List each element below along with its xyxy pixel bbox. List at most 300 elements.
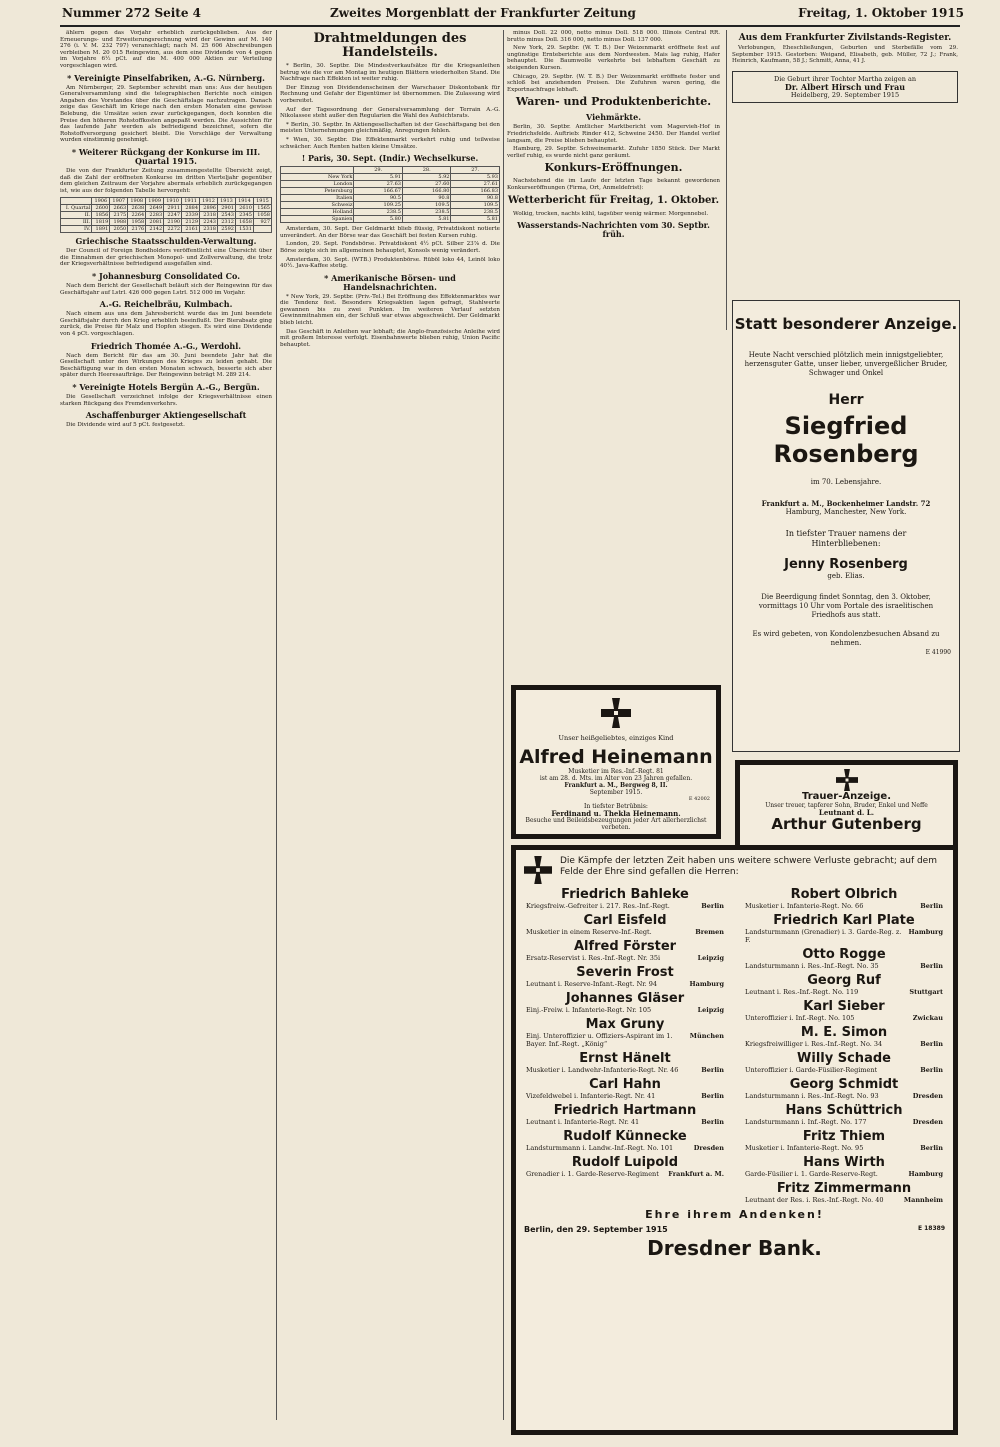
fallen-entry xyxy=(739,999,949,1022)
table-row xyxy=(61,205,272,212)
table-cell: Schweiz xyxy=(281,202,354,209)
table-cell: 2081 xyxy=(146,219,164,226)
notice-place: Frankfurt a. M., Bergweg 8, II. xyxy=(564,782,668,789)
fallen-entry xyxy=(739,947,949,970)
fallen-name: Robert Olbrich xyxy=(790,887,898,902)
section-title: Konkurs-Eröffnungen. xyxy=(544,161,683,175)
fallen-unit-row xyxy=(520,1006,730,1014)
table-cell: 2243 xyxy=(200,219,218,226)
fallen-name: Rudolf Luipold xyxy=(571,1155,679,1170)
table-cell: 2176 xyxy=(128,226,146,233)
fallen-entry xyxy=(739,1025,949,1048)
table-header-cell: 1912 xyxy=(200,198,218,205)
fallen-city: Berlin xyxy=(920,1144,943,1152)
condolence-note: Besuche und Beileidsbezeugungen jeder Art allerherzlichst verbeten. xyxy=(525,817,707,831)
header-masthead: Zweites Morgenblatt der Frankfurter Zeitung xyxy=(330,6,636,20)
registry-title: Aus dem Frankfurter Zivilstands-Register. xyxy=(738,33,952,43)
table-cell: 2543 xyxy=(218,212,236,219)
table-cell: 2175 xyxy=(110,212,128,219)
table-cell: Petersburg xyxy=(281,188,354,195)
fallen-entry xyxy=(739,1103,949,1126)
fallen-unit-row xyxy=(739,902,949,910)
fallen-entry xyxy=(520,991,730,1014)
table-cell: 5.81 xyxy=(402,216,451,223)
table-cell: 1819 xyxy=(92,219,110,226)
table-cell: Italien xyxy=(281,195,354,202)
table-cell: 1988 xyxy=(110,219,128,226)
column-divider xyxy=(276,30,277,1420)
table-cell: 27.61 xyxy=(451,181,500,188)
table-cell: 2638 xyxy=(128,205,146,212)
table-cell: 90.5 xyxy=(354,195,403,202)
table-cell: 166.83 xyxy=(451,188,500,195)
table-cell: 2610 xyxy=(235,205,253,212)
article-heading: * Weiterer Rückgang der Konkurse im III. Quartal 1915. xyxy=(71,146,261,166)
article-text: * Berlin, 30. Septbr. In Aktiengesellschaften ist der Geschäftsgang bei den meisten Unternehmungen gleichmäßig, Anregungen fehlen. xyxy=(280,121,500,135)
article-heading: A.-G. Reichelbräu, Kulmbach. xyxy=(99,299,233,310)
article-text: Das Geschäft in Anleihen war lebhaft; die Anglo-französische Anleihe wird mit großem Interesse verfolgt. Eisenbahnwerte blieben ruhig, Union Pacific behauptet. xyxy=(280,328,500,348)
fallen-unit-row xyxy=(520,980,730,988)
birth-announcement xyxy=(732,71,958,103)
iron-cross-icon xyxy=(836,769,858,791)
fallen-unit-row xyxy=(739,1040,949,1048)
water-level-title: Wasserstands-Nachrichten vom 30. Septbr. früh. xyxy=(517,220,710,240)
fallen-unit: Unteroffizier i. Garde-Füsilier-Regiment xyxy=(745,1066,878,1074)
iron-cross-icon xyxy=(524,856,552,884)
fallen-unit-row xyxy=(739,1170,949,1178)
ad-code: E 18389 xyxy=(917,1225,945,1232)
fallen-unit-row xyxy=(739,928,949,944)
fallen-list-left xyxy=(520,884,730,1204)
article-text: Berlin, 30. Septbr. Amtlicher Marktbericht vom Magervieh-Hof in Friedrichsfelde. Auftrieb: Rinder 412, Schweine 2450. Der Handel verlief langsam, die Preise blieben behauptet. xyxy=(507,124,720,144)
article-text: minus Doll. 22 000, netto minus Doll. 518 000. Illinois Central RR. brutto minus Doll. 316 000, netto minus Doll. 137 000. xyxy=(507,30,720,43)
gutenberg-notice xyxy=(735,760,958,855)
article-text: Nach dem Bericht der Gesellschaft beläuft sich der Reingewinn für das Geschäftsjahr auf Lstrl. 426 000 gegen Lstrl. 512 000 im Vorjahr. xyxy=(60,283,272,296)
notice-cities: Hamburg, Manchester, New York. xyxy=(785,508,907,516)
fallen-name: Carl Hahn xyxy=(589,1077,661,1092)
fallen-name: Hans Wirth xyxy=(803,1155,885,1170)
article-text: Nach einem aus uns dem Jahresbericht wurde das im Juni beendete Geschäftsjahr durch den Krieg erheblich beeinflußt. Der Bierabsatz ging zurück, die Preise für Malz und Hopfen stiegen. Es wird eine Dividende von 4 pCt. vorgeschlagen. xyxy=(60,311,272,338)
fallen-city: Hamburg xyxy=(908,1170,943,1178)
fallen-entry xyxy=(739,1129,949,1152)
fallen-entry xyxy=(520,913,730,936)
fallen-unit-row xyxy=(739,1118,949,1126)
article-text: Hamburg, 29. Septbr. Schweinemarkt. Zufuhr 1850 Stück. Der Markt verlief ruhig, es wurde nicht ganz geräumt. xyxy=(507,146,720,159)
section-title: Waren- und Produktenberichte. xyxy=(515,95,712,109)
table-cell: 2312 xyxy=(218,219,236,226)
article-text: Am Nürnberger, 29. September schreibt man uns: Aus der heutigen Generalversammlung sind die telegraphischen Berichte noch einigen Angaben des Vorstandes über die Geschäftslage nachzutragen. Danach zeige das Geschäft im Kriege nach den ersten Monaten eine gewisse Belebung, die Umsätze seien zwar zurückgegangen, doch konnten die Preise den höheren Rohstoffkosten angepaßt werden. Die Aussichten für das laufende Jahr werden als befriedigend bezeichnet, sofern die Rohstoffversorgung gesichert bleibt. Die Vorschläge der Verwaltung wurden einstimmig genehmigt. xyxy=(60,84,272,144)
table-cell: 2600 xyxy=(92,205,110,212)
iron-cross-icon xyxy=(601,698,631,728)
fallen-name: Johannes Gläser xyxy=(565,991,685,1006)
table-cell: 5.81 xyxy=(451,216,500,223)
notice-heading: Trauer-Anzeige. xyxy=(801,791,891,802)
fallen-name: Severin Frost xyxy=(576,965,674,980)
table-cell: 2318 xyxy=(200,212,218,219)
heinemann-notice xyxy=(511,685,721,839)
table-cell: 2283 xyxy=(146,212,164,219)
table-header-cell: 1909 xyxy=(146,198,164,205)
fallen-name: Willy Schade xyxy=(797,1051,891,1066)
fallen-name: Otto Rogge xyxy=(802,947,886,962)
table-cell: II. xyxy=(61,212,92,219)
article-text: Der Council of Foreign Bondholders veröffentlicht eine Übersicht über die Einnahmen der griechischen Monopol- und Zollverwaltung, die trotz der Kriegsverhältnisse befriedigend ausgefallen sind. xyxy=(60,248,272,268)
article-text: * Wien, 30. Septbr. Die Effektenmarkt verkehrt ruhig und teilweise schwächer. Auch Renten hatten kleine Umsätze. xyxy=(280,136,500,150)
fallen-name: Fritz Zimmermann xyxy=(776,1181,912,1196)
fallen-city: München xyxy=(689,1032,724,1040)
fallen-entry xyxy=(520,1103,730,1126)
fallen-unit-row xyxy=(520,1170,730,1178)
fallen-unit: Musketier i. Landwehr-Infanterie-Regt. Nr. 46 xyxy=(526,1066,679,1074)
table-cell: 109.5 xyxy=(451,202,500,209)
table-cell: 2272 xyxy=(164,226,182,233)
table-row xyxy=(281,195,500,202)
notice-intro: Unser treuer, tapferer Sohn, Bruder, Enkel und Neffe xyxy=(765,802,928,809)
table-cell: 2161 xyxy=(182,226,200,233)
table-row xyxy=(281,188,500,195)
fallen-unit: Unteroffizier i. Inf.-Regt. No. 105 xyxy=(745,1014,855,1022)
fallen-entry xyxy=(520,965,730,988)
table-cell: 166.80 xyxy=(402,188,451,195)
fallen-unit-row xyxy=(739,1092,949,1100)
fallen-name: Max Gruny xyxy=(585,1017,665,1032)
table-cell: 2884 xyxy=(182,205,200,212)
column-2 xyxy=(280,30,500,1420)
table-header-cell xyxy=(281,167,354,174)
fallen-unit: Kriegsfreiw.-Gefreiter i. 217. Res.-Inf.-Regt. xyxy=(526,902,670,910)
header-rule xyxy=(60,25,960,27)
fallen-list-right xyxy=(739,884,949,1204)
table-header-cell: 1913 xyxy=(218,198,236,205)
fallen-unit-row xyxy=(520,1092,730,1100)
deceased-name: Alfred Heinemann xyxy=(519,746,713,768)
fallen-city: Leipzig xyxy=(697,954,724,962)
ad-code: E 42002 xyxy=(688,796,710,802)
fallen-city: Frankfurt a. M. xyxy=(668,1170,724,1178)
table-cell: 238.5 xyxy=(354,209,403,216)
notice-city: Frankfurt a. M., Bockenheimer Landstr. 72 xyxy=(761,499,931,508)
fallen-city: Berlin xyxy=(920,1066,943,1074)
notice-intro: Die Kämpfe der letzten Zeit haben uns weitere schwere Verluste gebracht; auf dem Felde der Ehre sind gefallen die Herren: xyxy=(560,856,937,877)
fallen-unit: Landsturmmann i. Res.-Inf.-Regt. No. 35 xyxy=(745,962,879,970)
bank-name: Dresdner Bank. xyxy=(647,1236,822,1260)
article-text: Amsterdam, 30. Sept. Der Geldmarkt blieb flüssig, Privatdiskont notierte unverändert. An der Börse war das Geschäft bei festen Kursen ruhig. xyxy=(280,226,500,239)
table-cell: 1856 xyxy=(92,212,110,219)
table-header-cell: 1910 xyxy=(164,198,182,205)
table-cell: 1565 xyxy=(253,205,271,212)
fallen-entry xyxy=(739,887,949,910)
fallen-unit: Leutnant i. Res.-Inf.-Regt. No. 119 xyxy=(745,988,859,996)
table-cell: 1058 xyxy=(253,212,271,219)
fallen-city: Berlin xyxy=(920,962,943,970)
article-heading: Friedrich Thomée A.-G., Werdohl. xyxy=(90,340,242,351)
article-text: Nach dem Bericht für das am 30. Juni beendete Jahr hat die Gesellschaft unter den Wirkungen des Krieges zu leiden gehabt. Die Beschäftigung war in den ersten Monaten schwach, besserte sich aber später durch Heeresaufträge. Der Reingewinn beträgt M. 289 214. xyxy=(60,352,272,379)
fallen-name: Friedrich Hartmann xyxy=(553,1103,697,1118)
fallen-unit-row xyxy=(739,988,949,996)
table-row xyxy=(61,219,272,226)
table-row xyxy=(61,226,272,233)
table-row xyxy=(281,181,500,188)
widow-name: Jenny Rosenberg xyxy=(784,557,908,572)
fallen-name: M. E. Simon xyxy=(800,1025,888,1040)
table-header-row xyxy=(61,198,272,205)
fallen-city: Berlin xyxy=(701,1092,724,1100)
birth-names: Dr. Albert Hirsch und Frau xyxy=(784,81,906,92)
article-text: Chicago, 29. Septbr. (W. T. B.) Der Weizenmarkt eröffnete fester und schloß bei anziehenden Preisen. Die Zufuhren waren gering, die Exportnachfrage lebhaft. xyxy=(507,73,720,93)
article-heading: * Amerikanische Börsen- und Handelsnachrichten. xyxy=(324,272,456,292)
fallen-unit-row xyxy=(520,1144,730,1152)
table-cell: 166.67 xyxy=(354,188,403,195)
fallen-city: Berlin xyxy=(701,1118,724,1126)
article-text: Nachstehend die im Laufe der letzten Tage bekannt gewordenen Konkurseröffnungen (Firma, Ort, Anmeldefrist): xyxy=(507,178,720,191)
table-cell: 2142 xyxy=(146,226,164,233)
fallen-city: Berlin xyxy=(920,1040,943,1048)
table-cell: 2247 xyxy=(164,212,182,219)
table-cell: Spanien xyxy=(281,216,354,223)
table-cell: 2050 xyxy=(110,226,128,233)
table-row xyxy=(61,212,272,219)
table-cell: 2649 xyxy=(146,205,164,212)
funeral-info: Die Beerdigung findet Sonntag, den 3. Oktober, vormittags 10 Uhr vom Portale des israelitischen Friedhofs aus statt. xyxy=(758,593,934,619)
rosenberg-notice xyxy=(732,300,960,752)
table-cell: 90.8 xyxy=(451,195,500,202)
notice-grief: In tiefster Betrübnis: xyxy=(584,803,648,810)
column-divider xyxy=(503,30,504,1420)
fallen-name: Hans Schüttrich xyxy=(785,1103,903,1118)
widow-born: geb. Elias. xyxy=(827,572,865,580)
table-cell: 90.8 xyxy=(402,195,451,202)
article-heading: Griechische Staatsschulden-Verwaltung. xyxy=(75,236,257,247)
fallen-city: Hamburg xyxy=(908,928,943,936)
fallen-unit: Leutnant i. Reserve-Infant.-Regt. Nr. 94 xyxy=(526,980,658,988)
death-info: ist am 28. d. Mts. im Alter von 23 Jahren gefallen. xyxy=(539,775,693,782)
table-cell: 2901 xyxy=(218,205,236,212)
table-cell: 2592 xyxy=(218,226,236,233)
fallen-unit-row xyxy=(520,902,730,910)
fallen-unit: Einj. Unteroffizier u. Offiziers-Aspirant im 1. Bayer. Inf.-Regt. „König“ xyxy=(526,1032,673,1048)
fallen-unit: Grenadier i. 1. Garde-Reserve-Regiment xyxy=(526,1170,659,1178)
notice-intro: Unser heißgeliebtes, einziges Kind xyxy=(558,734,674,742)
fallen-entry xyxy=(739,1155,949,1178)
article-text: Die Dividende wird auf 5 pCt. festgesetzt. xyxy=(66,422,185,429)
page-header xyxy=(0,0,1000,28)
header-date: Freitag, 1. Oktober 1915 xyxy=(798,6,964,20)
table-cell: New York xyxy=(281,174,354,181)
parents-names: Ferdinand u. Thekla Heinemann. xyxy=(551,809,681,818)
column-1 xyxy=(60,30,272,1420)
fallen-unit-row xyxy=(739,1144,949,1152)
fallen-city: Dresden xyxy=(912,1092,943,1100)
honor-line: Ehre ihrem Andenken! xyxy=(645,1208,824,1221)
table-header-cell: 1915 xyxy=(253,198,271,205)
table-cell: 2190 xyxy=(164,219,182,226)
fallen-city: Leipzig xyxy=(697,1006,724,1014)
table-cell: 2318 xyxy=(200,226,218,233)
fallen-entry xyxy=(739,1051,949,1074)
table-row xyxy=(281,202,500,209)
fallen-entry xyxy=(739,973,949,996)
table-header-cell xyxy=(61,198,92,205)
fallen-unit: Leutnant der Res. i. Res.-Inf.-Regt. No. 40 xyxy=(745,1196,884,1204)
fallen-entry xyxy=(520,1077,730,1100)
notice-intro: Heute Nacht verschied plötzlich mein innigstgeliebter, herzensguter Gatte, unser lieber, unvergeßlicher Bruder, Schwager und Onkel xyxy=(744,351,948,377)
fallen-unit: Vizefeldwebel i. Infanterie-Regt. Nr. 41 xyxy=(526,1092,656,1100)
table-header-cell: 1908 xyxy=(128,198,146,205)
table-cell: IV. xyxy=(61,226,92,233)
fallen-entry xyxy=(520,1129,730,1152)
fallen-city: Hamburg xyxy=(689,980,724,988)
table-header-cell: 27. xyxy=(451,167,500,174)
fallen-entry xyxy=(520,1051,730,1074)
article-heading: ! Paris, 30. Sept. (Indir.) Wechselkurse. xyxy=(301,153,479,164)
article-text: * Berlin, 30. Septbr. Die Mindestverkaufsätze für die Kriegsanleihen betrug wie die vor am Montag im heutigen Blättern wiederholten Stand. Die Nachfrage nach Effekten ist weiter ruhig. xyxy=(280,63,500,83)
fallen-city: Zwickau xyxy=(912,1014,943,1022)
column-3 xyxy=(507,30,720,630)
registry-text: Verlobungen, Eheschließungen, Geburten und Sterbefälle vom 29. September 1915. Gestorben: Weigand, Elisabeth, geb. Müller, 72 J.; Frank, Heinrich, Kaufmann, 58 J.; Schmitt, Anna, 41 J. xyxy=(732,45,958,65)
table-cell: 27.63 xyxy=(354,181,403,188)
fallen-city: Dresden xyxy=(693,1144,724,1152)
deceased-name: Arthur Gutenberg xyxy=(771,815,922,833)
article-text: London, 29. Sept. Fondsbörse. Privatdiskont 4½ pCt. Silber 23⅞ d. Die Börse zeigte sich im allgemeinen behauptet, Konsols wenig verändert. xyxy=(280,241,500,254)
table-cell: 2345 xyxy=(235,212,253,219)
fallen-unit: Ersatz-Reservist i. Res.-Inf.-Regt. Nr. 35i xyxy=(526,954,661,962)
fallen-unit-row xyxy=(520,954,730,962)
fallen-entry xyxy=(520,887,730,910)
fallen-entry xyxy=(739,1077,949,1100)
table-cell: 2339 xyxy=(182,212,200,219)
column-4 xyxy=(732,30,958,330)
fallen-entry xyxy=(520,939,730,962)
table-cell: 5.80 xyxy=(354,216,403,223)
exchange-rate-table xyxy=(280,166,500,223)
fallen-city: Mannheim xyxy=(903,1196,943,1204)
fallen-city: Berlin xyxy=(701,902,724,910)
fallen-city: Dresden xyxy=(912,1118,943,1126)
section-title: Drahtmeldungen des Handelsteils. xyxy=(313,31,467,60)
table-header-cell: 1914 xyxy=(235,198,253,205)
table-cell: 109.25 xyxy=(354,202,403,209)
table-cell: III. xyxy=(61,219,92,226)
dresdner-bank-notice xyxy=(511,845,958,1435)
table-row xyxy=(281,174,500,181)
birth-place: Heidelberg, 29. September 1915 xyxy=(790,90,900,99)
table-header-cell: 28. xyxy=(402,167,451,174)
konkurs-table xyxy=(60,197,272,233)
fallen-unit: Einj.-Freiw. i. Infanterie-Regt. Nr. 105 xyxy=(526,1006,652,1014)
table-cell: 238.5 xyxy=(402,209,451,216)
article-text: Amsterdam, 30. Sept. (WTB.) Produktenbörse. Rüböl loko 44, Leinöl loko 40½. Java-Kaffee stetig. xyxy=(280,256,500,270)
ad-code: E 41990 xyxy=(925,649,951,656)
table-row xyxy=(281,209,500,216)
fallen-unit-row xyxy=(739,1196,949,1204)
fallen-name: Friedrich Bahleke xyxy=(561,887,689,902)
notice-date: September 1915. xyxy=(589,789,643,796)
deceased-rank: Leutnant d. L. xyxy=(818,808,875,817)
fallen-unit: Landsturmmann i. Res.-Inf.-Regt. No. 93 xyxy=(745,1092,879,1100)
fallen-name: Fritz Thiem xyxy=(802,1129,886,1144)
table-cell: 927 xyxy=(253,219,271,226)
fallen-unit-row xyxy=(520,1032,730,1048)
article-text: Die Gesellschaft verzeichnet infolge der Kriegsverhältnisse einen starken Rückgang des Fremdenverkehrs. xyxy=(60,394,272,407)
fallen-name: Rudolf Künnecke xyxy=(563,1129,687,1144)
fallen-unit-row xyxy=(520,1118,730,1126)
fallen-unit-row xyxy=(520,1066,730,1074)
fallen-unit: Musketier in einem Reserve-Inf.-Regt. xyxy=(526,928,652,936)
fallen-city: Bremen xyxy=(695,928,724,936)
fallen-city: Stuttgart xyxy=(909,988,943,996)
fallen-city: Berlin xyxy=(920,902,943,910)
table-cell: 1531 xyxy=(235,226,253,233)
table-cell: 5.93 xyxy=(451,174,500,181)
fallen-entry xyxy=(739,1181,949,1204)
fallen-unit: Musketier i. Infanterie-Regt. No. 66 xyxy=(745,902,864,910)
weather-title: Wetterbericht für Freitag, 1. Oktober. xyxy=(507,194,720,206)
fallen-unit: Landsturmmann i. Inf.-Regt. No. 177 xyxy=(745,1118,867,1126)
table-cell: 2896 xyxy=(200,205,218,212)
article-heading: * Vereinigte Hotels Bergün A.-G., Bergün. xyxy=(72,382,260,392)
fallen-entry xyxy=(520,1017,730,1048)
table-cell: 27.60 xyxy=(402,181,451,188)
table-cell: 1958 xyxy=(128,219,146,226)
article-text: * New York, 29. Septbr. (Priv.-Tel.) Bei Eröffnung des Effektenmarktes war die Tendenz fest. Besonders Kriegsaktien lagen gefragt, Stahlwerte gewannen bis zu zwei Punkten. Im weiteren Verlauf setzten Gewinnmitnahmen ein, der Schluß war etwas abgeschwächt. Der Geldmarkt blieb leicht. xyxy=(280,293,500,327)
fallen-unit: Landsturmmann (Grenadier) i. 3. Garde-Reg. z. F. xyxy=(745,928,902,944)
article-text: ählern gegen das Vorjahr erheblich zurückgeblieben. Aus der Erneuerungs- und Erweiterungsrechnung wird der Gewinn auf M. 140 276 (i. V. M. 232 797) veranschlagt; nach M. 25 606 Abschreibungen verbleiben M. 20 015 Reingewinn, aus dem eine Dividende von 4 gegen im Vorjahre 6½ pCt. auf die M. 400 000 Aktien zur Verteilung vorgeschlagen wird. xyxy=(60,30,272,69)
notice-heading: Statt besonderer Anzeige. xyxy=(734,315,958,333)
table-cell: 1891 xyxy=(92,226,110,233)
fallen-unit-row xyxy=(520,928,730,936)
fallen-entry xyxy=(520,1155,730,1178)
table-cell: 5.92 xyxy=(402,174,451,181)
fallen-name: Georg Ruf xyxy=(807,973,881,988)
fallen-name: Alfred Förster xyxy=(573,939,677,954)
weather-text: Wolkig, trocken, nachts kühl, tagsüber wenig wärmer. Morgennebel. xyxy=(513,210,709,217)
article-text: Die von der Frankfurter Zeitung zusammengestellte Übersicht zeigt, daß die Zahl der eröffneten Konkurse im dritten Vierteljahr gegenüber dem gleichen Zeitraum der Vorjahre abermals erheblich zurückgegangen ist, wie aus der folgenden Tabelle hervorgeht: xyxy=(60,167,272,194)
table-cell: 109.5 xyxy=(402,202,451,209)
table-cell: 2129 xyxy=(182,219,200,226)
fallen-name: Karl Sieber xyxy=(803,999,885,1014)
notice-grief: In tiefster Trauer namens der Hinterbliebenen: xyxy=(785,529,907,548)
notice-date: Berlin, den 29. September 1915 xyxy=(524,1225,668,1234)
table-cell: 238.5 xyxy=(451,209,500,216)
table-cell: 2663 xyxy=(110,205,128,212)
table-cell: 2911 xyxy=(164,205,182,212)
deceased-unit: Musketier im Res.-Inf.-Regt. 81 xyxy=(568,768,664,775)
table-header-cell: 1907 xyxy=(110,198,128,205)
table-cell: London xyxy=(281,181,354,188)
fallen-unit-row xyxy=(739,1066,949,1074)
fallen-unit: Kriegsfreiwilliger i. Res.-Inf.-Regt. No. 34 xyxy=(745,1040,883,1048)
table-cell: 2264 xyxy=(128,212,146,219)
column-divider xyxy=(726,30,727,330)
fallen-name: Georg Schmidt xyxy=(789,1077,899,1092)
table-cell: 5.91 xyxy=(354,174,403,181)
table-cell: Holland xyxy=(281,209,354,216)
fallen-unit: Leutnant i. Infanterie-Regt. Nr. 41 xyxy=(526,1118,640,1126)
article-text: Der Einzug von Dividendenscheinen der Warschauer Diskontobank für Rechnung und Gefahr der Eigentümer ist übernommen. Die Zulassung wird vorbereitet. xyxy=(280,84,500,104)
article-heading: * Johannesburg Consolidated Co. xyxy=(91,271,241,282)
table-header-cell: 1906 xyxy=(92,198,110,205)
article-heading: Aschaffenburger Aktiengesellschaft xyxy=(85,410,247,421)
fallen-name: Carl Eisfeld xyxy=(583,913,667,928)
table-cell: I. Quartal xyxy=(61,205,92,212)
table-header-cell: 29. xyxy=(354,167,403,174)
fallen-name: Ernst Hänelt xyxy=(579,1051,671,1066)
table-row xyxy=(281,216,500,223)
fallen-entry xyxy=(739,913,949,944)
article-heading: * Vereinigte Pinselfabriken, A.-G. Nürnberg. xyxy=(67,72,265,83)
article-heading: Viehmärkte. xyxy=(586,112,641,123)
table-cell: 1658 xyxy=(235,219,253,226)
